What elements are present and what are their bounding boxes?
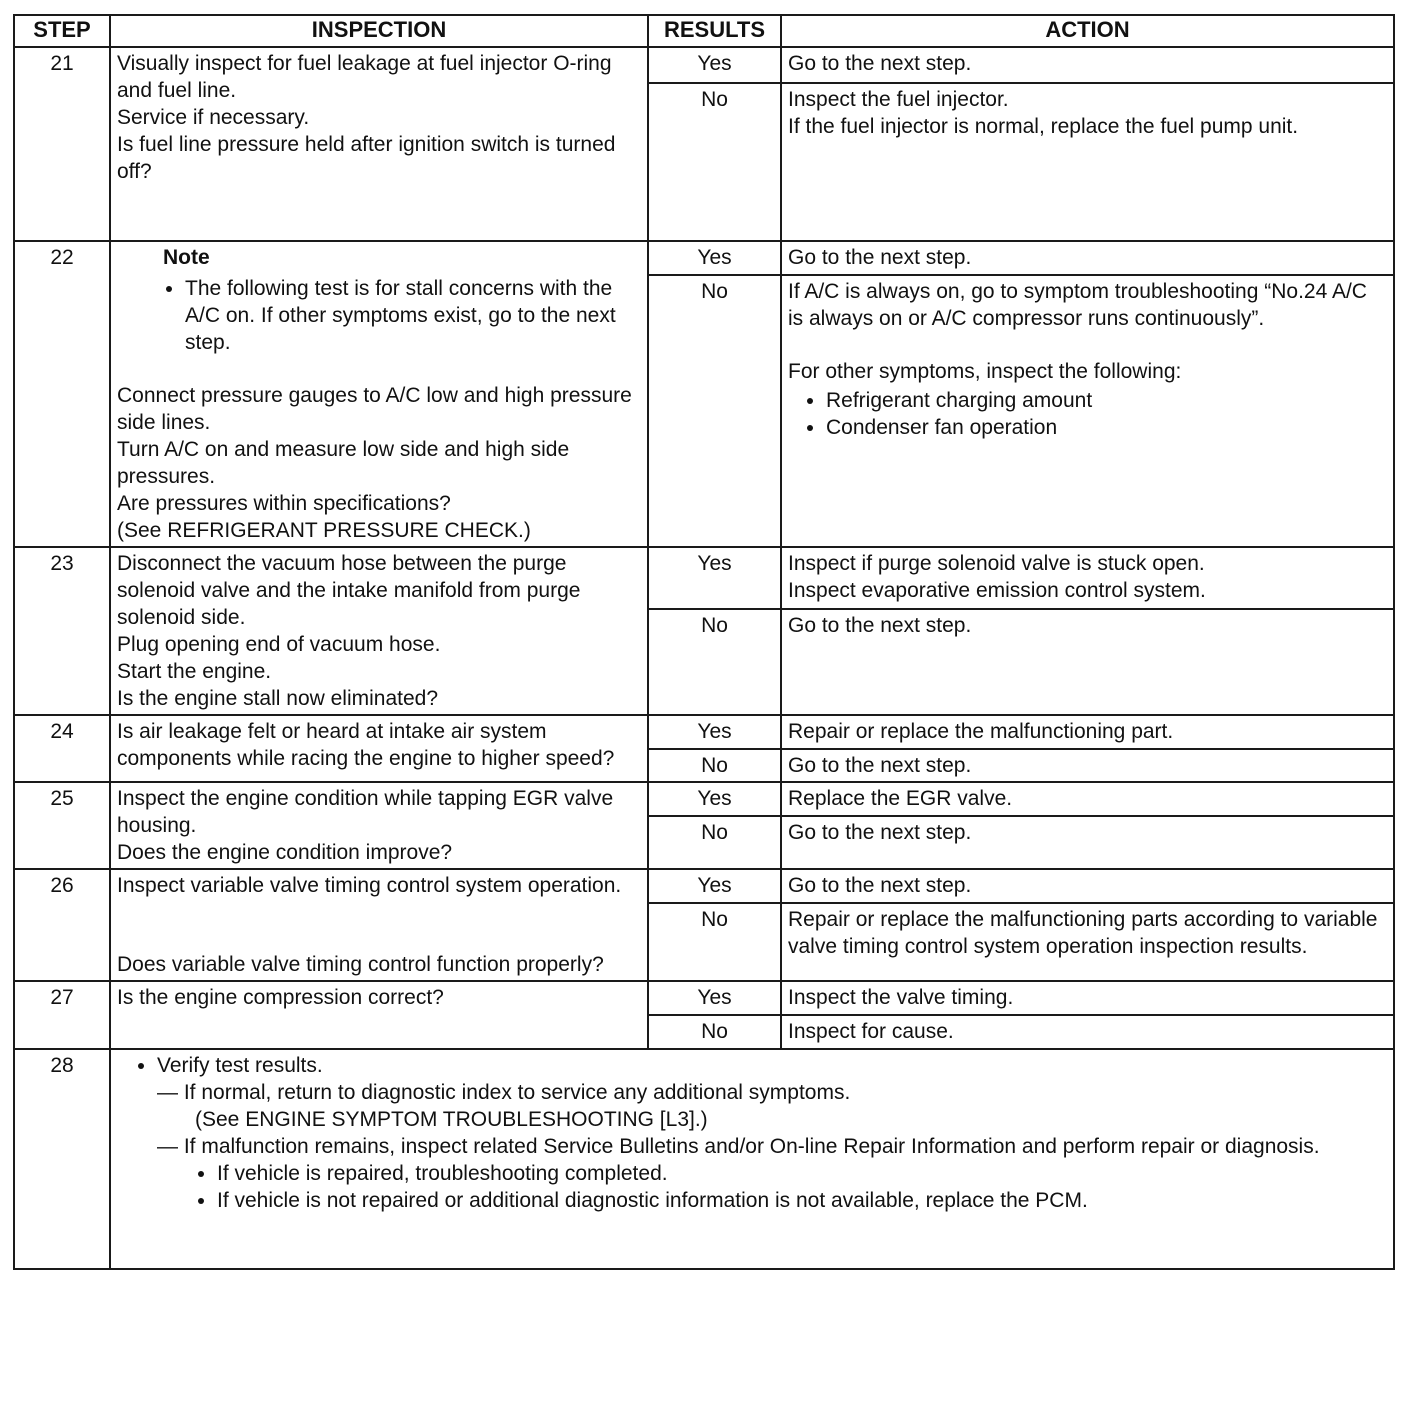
step-inspection <box>110 241 648 547</box>
inspection-line: Connect pressure gauges to A/C low and high pressure side lines. <box>117 384 632 434</box>
action-yes: Inspect the valve timing. <box>781 981 1394 1015</box>
step-inspection: Is air leakage felt or heard at intake air system components while racing the engine to higher speed? <box>110 715 648 782</box>
step-24-yes-row <box>14 715 1394 749</box>
header-inspection: INSPECTION <box>110 15 648 47</box>
result-no: No <box>648 83 781 241</box>
dash-item: — If normal, return to diagnostic index to service any additional symptoms. <box>157 1081 851 1104</box>
inspection-line: Does the engine condition improve? <box>117 841 453 864</box>
step-28-row <box>14 1049 1394 1269</box>
header-results: RESULTS <box>648 15 781 47</box>
verify-text: Verify test results. <box>157 1054 323 1077</box>
verify-item <box>157 1052 1387 1160</box>
step-number: 28 <box>14 1049 110 1269</box>
verify-list <box>117 1052 1387 1160</box>
note-title: Note <box>163 246 210 269</box>
inspection-line: Turn A/C on and measure low side and high side pressures. <box>117 438 570 488</box>
inspection-line: Disconnect the vacuum hose between the purge solenoid valve and the intake manifold from purge solenoid side. <box>117 552 581 629</box>
step-number: 21 <box>14 47 110 241</box>
step-number: 25 <box>14 782 110 869</box>
step-inspection: Is the engine compression correct? <box>110 981 648 1049</box>
result-yes: Yes <box>648 47 781 83</box>
step-number: 22 <box>14 241 110 547</box>
step-21-yes-row <box>14 47 1394 83</box>
header-action: ACTION <box>781 15 1394 47</box>
step-number: 26 <box>14 869 110 981</box>
action-yes: Replace the EGR valve. <box>781 782 1394 816</box>
sub-item: • If vehicle is not repaired or additional diagnostic information is not available, replace the PCM. <box>217 1187 1387 1214</box>
note-list <box>117 275 641 356</box>
step-27-yes-row <box>14 981 1394 1015</box>
note-item: • The following test is for stall concerns with the A/C on. If other symptoms exist, go to the next step. <box>185 275 641 356</box>
action-no: Go to the next step. <box>781 609 1394 715</box>
step-22-yes-row <box>14 241 1394 275</box>
action-line: Inspect the fuel injector. <box>788 88 1009 111</box>
action-list-item: • Condenser fan operation <box>826 414 1387 441</box>
inspection-line: Is fuel line pressure held after ignition switch is turned off? <box>117 133 616 183</box>
inspection-line: Visually inspect for fuel leakage at fuel injector O-ring and fuel line. <box>117 52 612 102</box>
action-yes: Go to the next step. <box>781 869 1394 903</box>
result-yes: Yes <box>648 715 781 749</box>
result-no: No <box>648 749 781 782</box>
reference-text: (See ENGINE SYMPTOM TROUBLESHOOTING [L3].) <box>195 1108 708 1131</box>
sub-item: • If vehicle is repaired, troubleshooting completed. <box>217 1160 1387 1187</box>
sub-list <box>117 1160 1387 1214</box>
action-list <box>788 387 1387 441</box>
action-no <box>781 275 1394 547</box>
step-number: 27 <box>14 981 110 1049</box>
step-inspection <box>110 782 648 869</box>
inspection-line: (See REFRIGERANT PRESSURE CHECK.) <box>117 519 531 542</box>
inspection-line: Are pressures within specifications? <box>117 492 451 515</box>
action-list-item: • Refrigerant charging amount <box>826 387 1387 414</box>
action-yes: Go to the next step. <box>781 47 1394 83</box>
action-line: If the fuel injector is normal, replace the fuel pump unit. <box>788 115 1299 138</box>
step-number: 24 <box>14 715 110 782</box>
step-inspection <box>110 869 648 981</box>
action-yes <box>781 547 1394 609</box>
action-no: Inspect for cause. <box>781 1015 1394 1049</box>
action-no: Repair or replace the malfunctioning parts according to variable valve timing control system operation inspection results. <box>781 903 1394 981</box>
header-step: STEP <box>14 15 110 47</box>
action-line: Inspect if purge solenoid valve is stuck open. <box>788 552 1205 575</box>
result-yes: Yes <box>648 241 781 275</box>
inspection-line: Service if necessary. <box>117 106 310 129</box>
action-line: Inspect evaporative emission control system. <box>788 579 1206 602</box>
step-28-content <box>110 1049 1394 1269</box>
inspection-line: Start the engine. <box>117 660 272 683</box>
action-line: If A/C is always on, go to symptom troubleshooting “No.24 A/C is always on or A/C compressor runs continuously”. <box>788 280 1367 330</box>
inspection-line: Is the engine stall now eliminated? <box>117 687 439 710</box>
action-no: Go to the next step. <box>781 816 1394 869</box>
result-no: No <box>648 609 781 715</box>
action-no <box>781 83 1394 241</box>
action-yes: Go to the next step. <box>781 241 1394 275</box>
result-no: No <box>648 903 781 981</box>
result-no: No <box>648 1015 781 1049</box>
header-row <box>14 15 1394 47</box>
result-yes: Yes <box>648 869 781 903</box>
result-yes: Yes <box>648 981 781 1015</box>
result-no: No <box>648 275 781 547</box>
step-25-yes-row <box>14 782 1394 816</box>
action-yes: Repair or replace the malfunctioning part. <box>781 715 1394 749</box>
dash-item: — If malfunction remains, inspect related Service Bulletins and/or On-line Repair Information and perform repair or diagnosis. <box>157 1135 1320 1158</box>
troubleshooting-page <box>13 14 1393 1270</box>
diagnostic-table <box>13 14 1395 1270</box>
inspection-line: Does variable valve timing control function properly? <box>117 953 604 976</box>
step-number: 23 <box>14 547 110 715</box>
result-yes: Yes <box>648 782 781 816</box>
action-line: For other symptoms, inspect the following: <box>788 360 1182 383</box>
step-inspection <box>110 47 648 241</box>
step-26-yes-row <box>14 869 1394 903</box>
result-no: No <box>648 816 781 869</box>
inspection-line: Inspect the engine condition while tapping EGR valve housing. <box>117 787 614 837</box>
result-yes: Yes <box>648 547 781 609</box>
inspection-line: Plug opening end of vacuum hose. <box>117 633 441 656</box>
step-inspection <box>110 547 648 715</box>
action-no: Go to the next step. <box>781 749 1394 782</box>
step-23-yes-row <box>14 547 1394 609</box>
inspection-line: Inspect variable valve timing control system operation. <box>117 874 622 897</box>
